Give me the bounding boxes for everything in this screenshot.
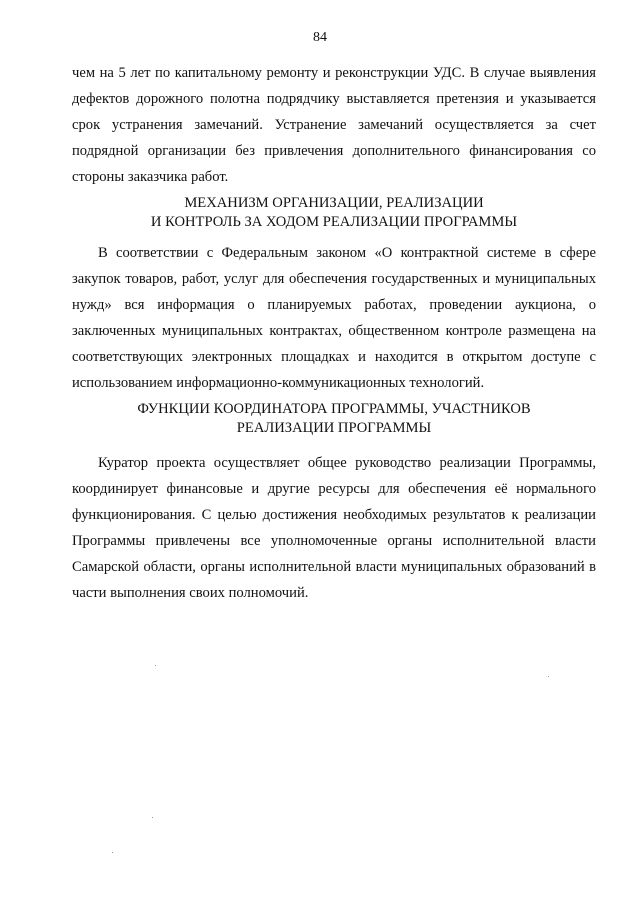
section-title-mechanism — [72, 194, 596, 232]
intro-paragraph: чем на 5 лет по капитальному ремонту и реконструкции УДС. В случае выявления дефектов дорожного полотна подрядчику выставляется претензия и указывается срок устранения замечаний. Устранение замечаний осуществляется за счет подрядной организации без привлечения дополнительного финансирования со стороны заказчика работ. — [72, 65, 596, 185]
page-number: 84 — [313, 30, 327, 45]
section-title-coordinator — [72, 400, 596, 438]
scan-speck — [112, 852, 113, 853]
section-title-line: И КОНТРОЛЬ ЗА ХОДОМ РЕАЛИЗАЦИИ ПРОГРАММЫ — [150, 214, 518, 230]
section-title-line: ФУНКЦИИ КООРДИНАТОРА ПРОГРАММЫ, УЧАСТНИКОВ — [137, 401, 531, 417]
page-content — [72, 60, 596, 606]
scan-speck — [152, 817, 153, 818]
scan-speck — [548, 676, 549, 677]
section-title-line: МЕХАНИЗМ ОРГАНИЗАЦИИ, РЕАЛИЗАЦИИ — [184, 195, 484, 211]
scan-speck — [155, 665, 156, 666]
section-title-line: РЕАЛИЗАЦИИ ПРОГРАММЫ — [236, 420, 432, 436]
section-paragraph-coordinator: Куратор проекта осуществляет общее руководство реализации Программы, координирует финансовые и другие ресурсы для обеспечения её нормального функционирования. С целью достижения необходимых результатов к реализации Программы привлечены все уполномоченные органы исполнительной власти Самарской области, органы исполнительной власти муниципальных образований в части выполнения своих полномочий. — [72, 455, 596, 601]
section-paragraph-mechanism: В соответствии с Федеральным законом «О контрактной системе в сфере закупок товаров, работ, услуг для обеспечения государственных и муниципальных нужд» вся информация о планируемых работах, проведении аукциона, о заключенных муниципальных контрактах, общественном контроле размещена на соответствующих электронных площадках и находится в открытом доступе с использованием информационно-коммуникационных технологий. — [72, 245, 596, 391]
